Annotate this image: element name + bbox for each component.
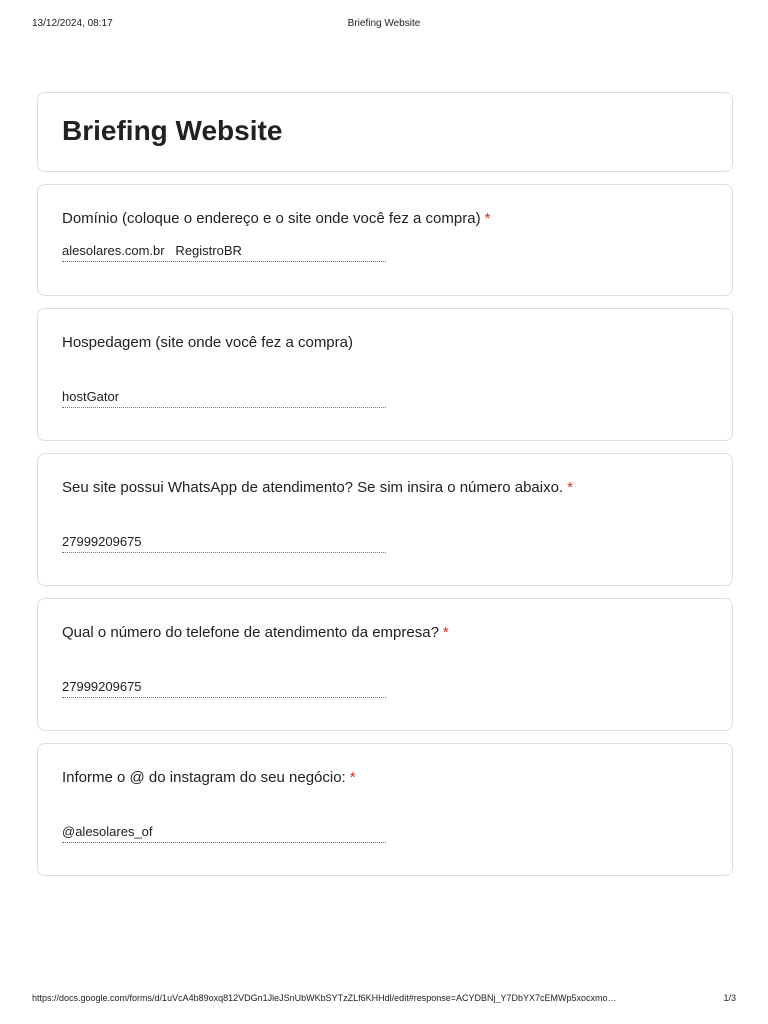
print-header	[32, 18, 736, 32]
question-card-domain	[37, 184, 733, 296]
print-url: https://docs.google.com/forms/d/1uVcA4b89oxq812VDGn1JleJSnUbWKbSYTzZLf6KHHdl/edit#response=ACYDBNj_Y7DbYX7cEMWp5xocxmo…	[32, 993, 617, 1003]
question-title	[62, 623, 708, 643]
question-label: Seu site possui WhatsApp de atendimento? Se sim insira o número abaixo.	[62, 479, 564, 496]
question-title	[62, 478, 708, 498]
question-card-whatsapp	[37, 453, 733, 586]
form-title-card	[37, 92, 733, 172]
required-asterisk: *	[567, 479, 573, 496]
question-label: Qual o número do telefone de atendimento da empresa?	[62, 624, 439, 641]
question-card-phone	[37, 598, 733, 731]
question-card-hosting	[37, 308, 733, 441]
question-title	[62, 333, 708, 353]
print-page-title: Briefing Website	[347, 18, 421, 29]
question-card-instagram	[37, 743, 733, 876]
question-title	[62, 209, 708, 229]
question-label: Hospedagem (site onde você fez a compra)	[62, 334, 353, 351]
form	[37, 92, 733, 888]
required-asterisk: *	[349, 769, 356, 786]
answer-field: 27999209675	[62, 678, 386, 698]
answer-field: alesolares.com.br RegistroBR	[62, 242, 386, 262]
answer-field: @alesolares_of	[62, 823, 386, 843]
question-label: Domínio (coloque o endereço e o site onde você fez a compra)	[62, 210, 481, 227]
answer-field: hostGator	[62, 388, 386, 408]
form-title: Briefing Website	[62, 115, 283, 146]
answer-field: 27999209675	[62, 533, 386, 553]
print-footer	[32, 993, 736, 1007]
print-datetime: 13/12/2024, 08:17	[32, 18, 113, 29]
required-asterisk: *	[484, 210, 491, 227]
page-number: 1/3	[723, 993, 736, 1003]
question-label: Informe o @ do instagram do seu negócio:	[62, 769, 346, 786]
question-title	[62, 768, 708, 788]
required-asterisk: *	[442, 624, 449, 641]
